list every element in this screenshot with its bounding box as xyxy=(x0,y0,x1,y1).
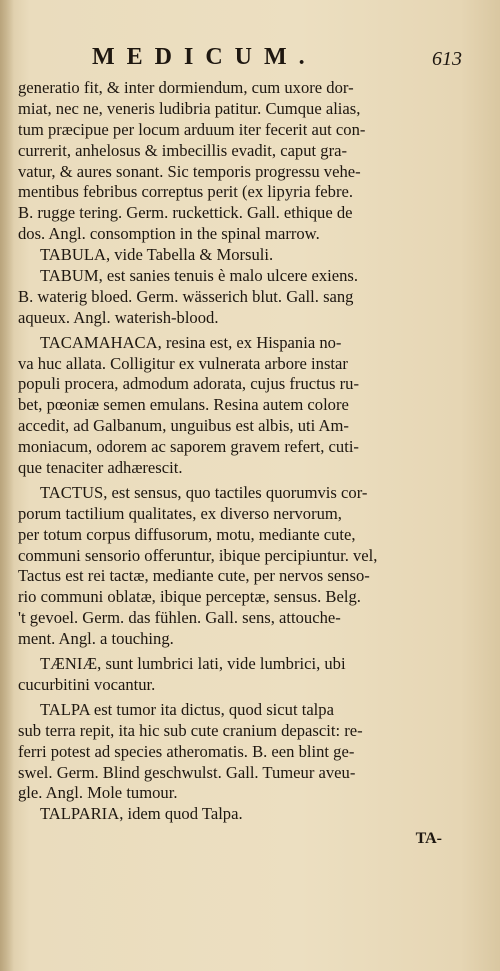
text-line: swel. Germ. Blind geschwulst. Gall. Tumeur aveu- xyxy=(18,762,356,782)
text-line: B. rugge tering. Germ. ruckettick. Gall. ethique de xyxy=(18,203,353,223)
text-line: vatur, & aures sonant. Sic temporis progressu vehe- xyxy=(18,161,361,181)
entry-taeniae: TÆNIÆ, sunt lumbrici lati, vide lumbrici, ubi xyxy=(40,654,346,674)
running-title: MEDICUM. xyxy=(92,44,317,70)
text-line: que tenaciter adhærescit. xyxy=(18,458,183,478)
text-line: generatio fit, & inter dormiendum, cum uxore dor- xyxy=(18,78,354,97)
text-line: 't gevoel. Germ. das fühlen. Gall. sens, attouche- xyxy=(18,608,341,628)
body-text xyxy=(18,78,460,825)
text-line: rio communi oblatæ, ibique perceptæ, sensus. Belg. xyxy=(18,587,361,607)
text-line: tum præcipue per locum arduum iter fecerit aut con- xyxy=(18,119,366,139)
text-line: gle. Angl. Mole tumour. xyxy=(18,783,178,803)
text-line: bet, pœoniæ semen emulans. Resina autem colore xyxy=(18,395,349,415)
page-number: 613 xyxy=(432,48,462,70)
text-line: mentibus febribus correptus perit (ex lipyria febre. xyxy=(18,182,353,202)
page-gutter-shadow xyxy=(0,0,14,971)
entry-tactus: TACTUS, est sensus, quo tactiles quorumvis cor- xyxy=(40,482,368,502)
text-line: miat, nec ne, veneris ludibria patitur. Cumque alias, xyxy=(18,98,361,118)
text-line: ment. Angl. a touching. xyxy=(18,629,174,649)
text-line: va huc allata. Colligitur ex vulnerata arbore instar xyxy=(18,353,348,373)
entry-tabula: TABULA, vide Tabella & Morsuli. xyxy=(40,245,274,265)
entry-tabum: TABUM, est sanies tenuis è malo ulcere exiens. xyxy=(40,266,359,286)
text-line: populi procera, admodum adorata, cujus fructus ru- xyxy=(18,374,359,394)
text-line: currerit, anhelosus & imbecillis evadit, caput gra- xyxy=(18,140,347,160)
entry-talparia: TALPARIA, idem quod Talpa. xyxy=(40,804,243,824)
text-line: Tactus est rei tactæ, mediante cute, per nervos senso- xyxy=(18,566,370,586)
entry-tacamahaca: TACAMAHACA, resina est, ex Hispania no- xyxy=(40,332,342,352)
text-line: ferri potest ad species atheromatis. B. een blint ge- xyxy=(18,741,355,761)
text-line: B. waterig bloed. Germ. wässerich blut. Gall. sang xyxy=(18,286,354,306)
text-line: aqueux. Angl. waterish-blood. xyxy=(18,307,219,327)
catchword: TA- xyxy=(415,830,442,847)
text-line: cucurbitini vocantur. xyxy=(18,674,156,694)
text-line: per totum corpus diffusorum, motu, mediante cute, xyxy=(18,524,356,544)
text-line: porum tactilium qualitates, ex diverso nervorum, xyxy=(18,503,342,523)
entry-talpa: TALPA est tumor ita dictus, quod sicut talpa xyxy=(40,699,334,719)
text-line: communi sensorio offeruntur, ibique percipiuntur. vel, xyxy=(18,545,378,565)
running-head xyxy=(92,44,462,74)
text-line: accedit, ad Galbanum, unguibus est albis, uti Am- xyxy=(18,416,349,436)
text-line: sub terra repit, ita hic sub cute cranium depascit: re- xyxy=(18,720,363,740)
text-line: moniacum, odorem ac saporem gravem refert, cuti- xyxy=(18,437,359,457)
text-line: dos. Angl. consomption in the spinal marrow. xyxy=(18,224,320,244)
